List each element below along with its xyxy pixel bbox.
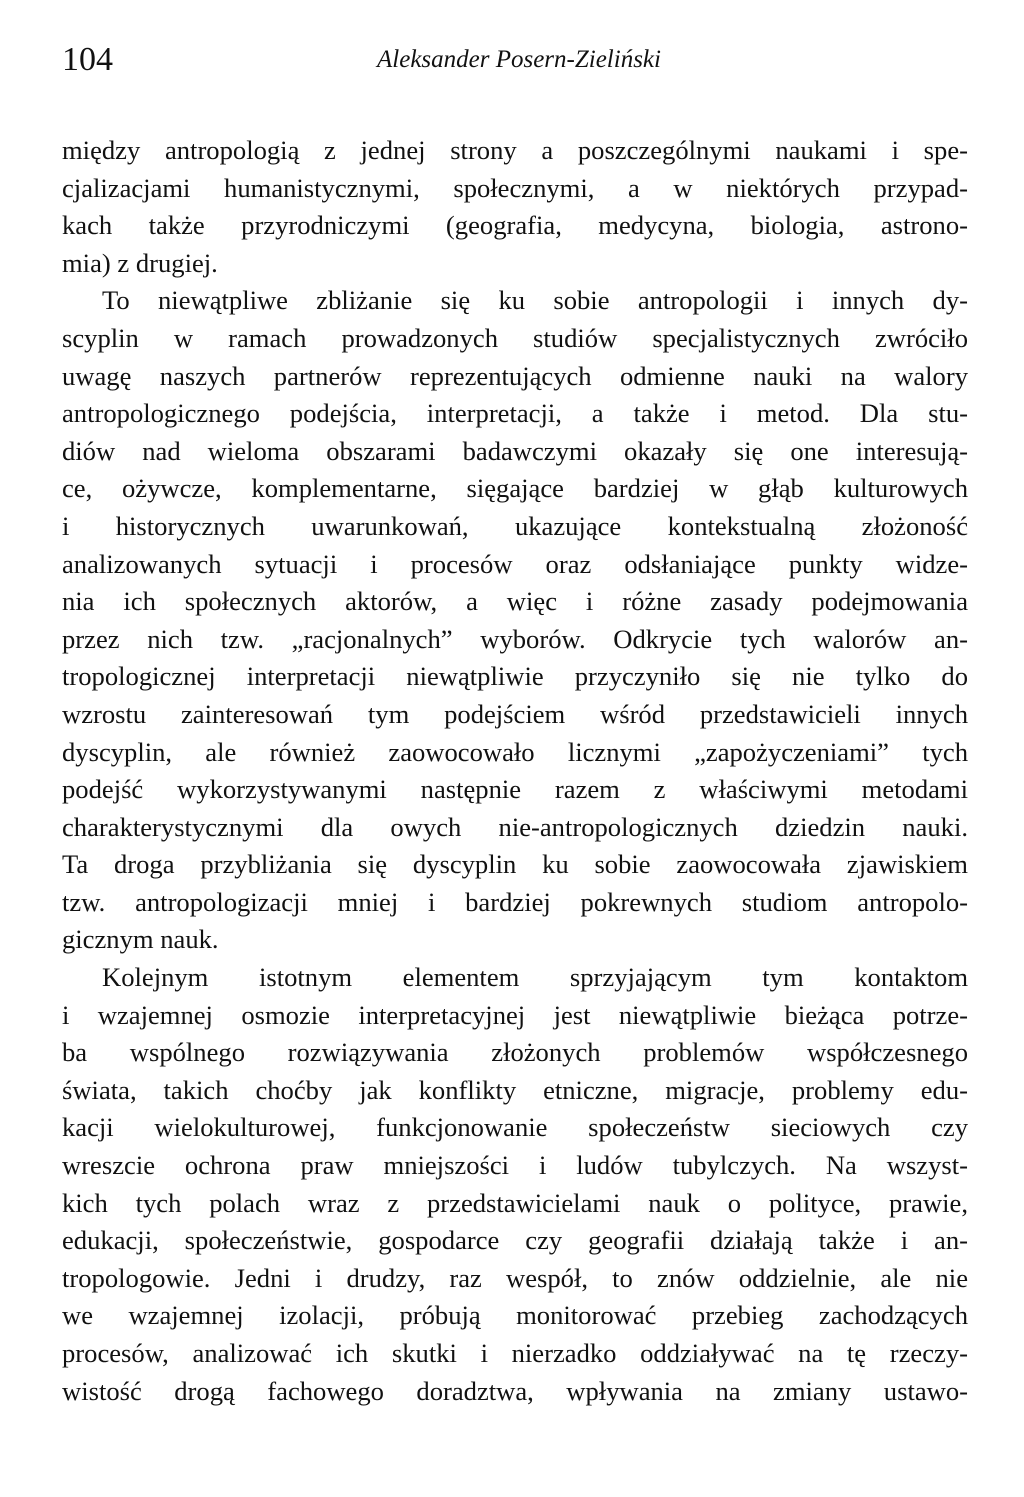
- text-line: we wzajemnej izolacji, próbują monitorować przebieg zachodzących: [62, 1300, 968, 1331]
- text-line: diów nad wieloma obszarami badawczymi okazały się one interesują-: [62, 435, 968, 466]
- text-line: wistość drogą fachowego doradztwa, wpływania na zmiany ustawo-: [62, 1375, 968, 1406]
- text-line: Kolejnym istotnym elementem sprzyjającym tym kontaktom: [102, 962, 968, 993]
- text-line: gicznym nauk.: [62, 924, 219, 955]
- body-text: [62, 132, 968, 1410]
- text-line: dyscyplin, ale również zaowocowało licznymi „zapożyczeniami” tych: [62, 736, 968, 767]
- text-line: tzw. antropologizacji mniej i bardziej pokrewnych studiom antropolo-: [62, 886, 968, 917]
- text-line: cjalizacjami humanistycznymi, społecznymi, a w niektórych przypad-: [62, 172, 968, 203]
- text-line: ce, ożywcze, komplementarne, sięgające bardziej w głąb kulturowych: [62, 473, 968, 504]
- text-line: edukacji, społeczeństwie, gospodarce czy geografii działają także i an-: [62, 1225, 968, 1256]
- text-line: kich tych polach wraz z przedstawicielami nauk o polityce, prawie,: [62, 1187, 968, 1218]
- text-line: wreszcie ochrona praw mniejszości i ludów tubylczych. Na wszyst-: [62, 1150, 968, 1181]
- book-page: [62, 30, 968, 1406]
- text-line: tropologicznej interpretacji niewątpliwie przyczyniło się nie tylko do: [62, 661, 968, 692]
- text-line: świata, takich choćby jak konflikty etniczne, migracje, problemy edu-: [62, 1074, 968, 1105]
- text-line: wzrostu zainteresowań tym podejściem wśród przedstawicieli innych: [62, 698, 968, 729]
- text-line: między antropologią z jednej strony a poszczególnymi naukami i spe-: [62, 135, 968, 165]
- text-line: antropologicznego podejścia, interpretacji, a także i metod. Dla stu-: [62, 398, 968, 429]
- page-number: 104: [62, 41, 113, 78]
- text-line: przez nich tzw. „racjonalnych” wyborów. Odkrycie tych walorów an-: [62, 623, 968, 654]
- text-line: procesów, analizować ich skutki i nierzadko oddziaływać na tę rzeczy-: [62, 1338, 968, 1368]
- text-line: scyplin w ramach prowadzonych studiów specjalistycznych zwróciło: [62, 322, 968, 353]
- running-head: [62, 30, 968, 90]
- text-line: analizowanych sytuacji i procesów oraz odsłaniające punkty widze-: [62, 548, 968, 579]
- text-line: Ta droga przybliżania się dyscyplin ku sobie zaowocowała zjawiskiem: [62, 849, 968, 880]
- text-line: uwagę naszych partnerów reprezentujących odmienne nauki na walory: [62, 360, 968, 391]
- text-line: i historycznych uwarunkowań, ukazujące kontekstualną złożoność: [62, 510, 968, 541]
- text-line: nia ich społecznych aktorów, a więc i różne zasady podejmowania: [62, 586, 968, 617]
- text-line: kach także przyrodniczymi (geografia, medycyna, biologia, astrono-: [62, 210, 968, 241]
- text-line: kacji wielokulturowej, funkcjonowanie społeczeństw sieciowych czy: [62, 1112, 968, 1143]
- text-line: ba wspólnego rozwiązywania złożonych problemów współczesnego: [62, 1037, 968, 1068]
- text-line: tropologowie. Jedni i drudzy, raz wespół, to znów oddzielnie, ale nie: [62, 1262, 968, 1293]
- text-line: charakterystycznymi dla owych nie-antropologicznych dziedzin nauki.: [62, 811, 968, 842]
- running-title: Aleksander Posern-Zieliński: [377, 46, 661, 73]
- text-line: i wzajemnej osmozie interpretacyjnej jest niewątpliwie bieżąca potrze-: [62, 999, 968, 1030]
- text-line: mia) z drugiej.: [62, 247, 218, 278]
- text-line: podejść wykorzystywanymi następnie razem z właściwymi metodami: [62, 774, 968, 805]
- text-line: To niewątpliwe zbliżanie się ku sobie antropologii i innych dy-: [102, 285, 968, 316]
